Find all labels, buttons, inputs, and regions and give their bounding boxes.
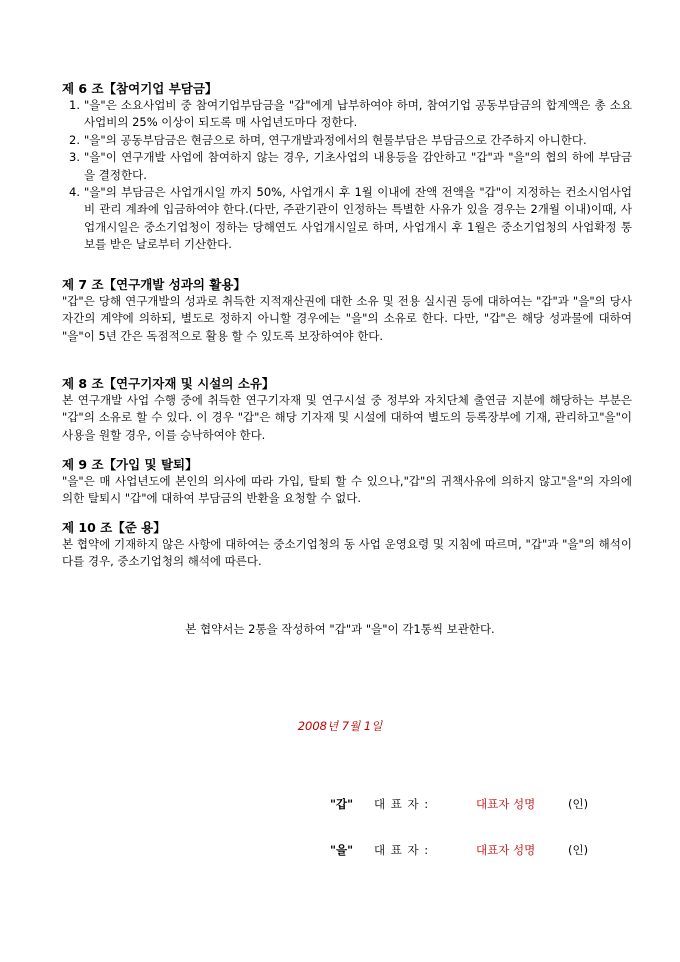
article-10-text: 본 협약에 기재하지 않은 사항에 대하여는 중소기업청의 동 사업 운영요령 및 지침에 따르며, "갑"과 "을"의 해석이 다를 경우, 중소기업청의 해석에 따른다. [62, 537, 632, 569]
list-item [62, 132, 632, 149]
representative-name: 대표자 성명 [476, 843, 536, 857]
list-item [62, 149, 632, 184]
representative-label: 대 표 자 : [374, 843, 430, 857]
article-9-text: "을"은 매 사업년도에 본인의 의사에 따라 가입, 탈퇴 할 수 있으나,"갑"의 귀책사유에 의하지 않고"을"의 자의에 의한 탈퇴시 "갑"에 대하여 부담금의 반환을 요청할 수 없다. [62, 474, 632, 506]
article-7 [62, 276, 632, 345]
article-9 [62, 456, 632, 508]
article-6 [62, 80, 632, 254]
list-item [62, 97, 632, 132]
item-text: "을"이 연구개발 사업에 참여하지 않는 경우, 기초사업의 내용등을 감안하고 "갑"과 "을"의 협의 하에 부담금을 결정한다. [84, 150, 632, 182]
article-10-title: 제 10 조【준 용】 [62, 520, 166, 535]
item-text: "을"은 소요사업비 중 참여기업부담금을 "갑"에게 납부하여야 하며, 참여기업 공동부담금의 합계액은 총 소요 사업비의 25% 이상이 되도록 매 사업년도마다 정한다. [84, 98, 632, 130]
item-number: 4. [69, 185, 80, 200]
item-text: "을"의 공동부담금은 현금으로 하며, 연구개발과정에서의 현물부담은 부담금으로 간주하지 아니한다. [84, 132, 587, 147]
article-6-title: 제 6 조【참여기업 부담금】 [62, 81, 218, 96]
list-item [62, 184, 632, 254]
article-10 [62, 519, 632, 571]
article-8-title: 제 8 조【연구기자재 및 시설의 소유】 [62, 376, 275, 391]
item-number: 2. [69, 132, 80, 147]
item-number: 1. [69, 98, 80, 112]
closing-statement: 본 협약서는 2통을 작성하여 "갑"과 "을"이 각1통씩 보관한다. [185, 622, 495, 636]
party-label: "갑" [330, 797, 354, 811]
contract-date: 2008년 7월 1일 [297, 719, 383, 733]
seal-mark: (인) [568, 797, 589, 811]
article-9-title: 제 9 조【가입 및 탈퇴】 [62, 457, 198, 472]
item-text: "을"의 부담금은 사업개시일 까지 50%, 사업개시 후 1월 이내에 잔액 전액을 "갑"이 지정하는 컨소시엄사업비 관리 계좌에 입금하여야 한다.(다만, 주관기관이 인정하는 특별한 사유가 있을 경우는 2개월 이내)이때, 사업개시일은 중소기업청이 정하는 당해연도 사업개시일로 하며, 사업개시 후 1월은 중소기업청의 사업확정 통보를 받은 날로부터 기산한다. [84, 185, 632, 252]
article-7-text: "갑"은 당해 연구개발의 성과로 취득한 지적재산권에 대한 소유 및 전용 실시권 등에 대하여는 "갑"과 "을"의 당사자간의 계약에 의하되, 별도로 정하지 아니할 경우에는 "을"의 소유로 한다. 다만, "갑"은 해당 성과물에 대하여 "을"이 5년 간은 독점적으로 활용 할 수 있도록 보장하여야 한다. [62, 294, 632, 343]
article-8 [62, 375, 632, 444]
article-6-items [62, 97, 632, 254]
article-7-title: 제 7 조【연구개발 성과의 활용】 [62, 277, 246, 292]
item-number: 3. [69, 150, 80, 165]
party-label: "을" [330, 843, 354, 857]
representative-label: 대 표 자 : [374, 797, 430, 811]
signature-line-eul [330, 840, 630, 860]
seal-mark: (인) [568, 843, 589, 857]
representative-name: 대표자 성명 [476, 797, 536, 811]
signature-line-gap [330, 794, 630, 814]
article-8-text: 본 연구개발 사업 수행 중에 취득한 연구기자재 및 연구시설 중 정부와 자치단체 출연금 지분에 해당하는 부분은 "갑"의 소유로 할 수 있다. 이 경우 "갑"은 해당 기자재 및 시설에 대하여 별도의 등록장부에 기재, 관리하고"을"이 사용을 원할 경우, 이를 승낙하여야 한다. [62, 393, 632, 442]
